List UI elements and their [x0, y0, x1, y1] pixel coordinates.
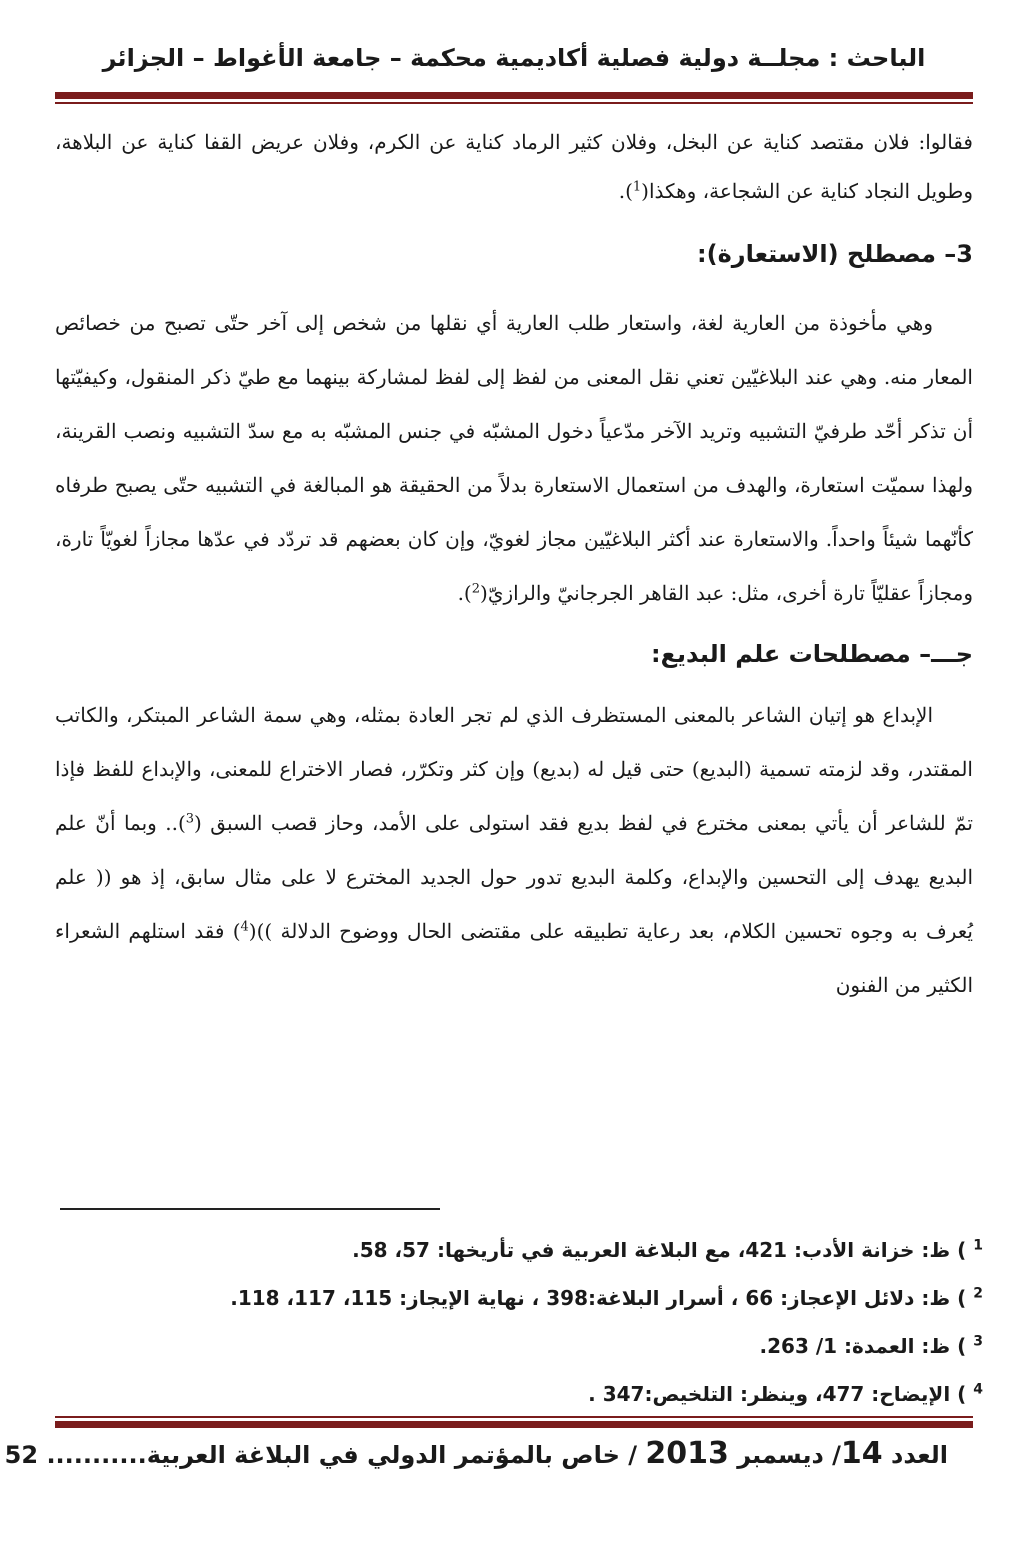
paragraph-istiara: وهي مأخوذة من العارية لغة، واستعار طلب العارية أي نقلها من شخص إلى آخر حتّى تصبح من خصائص المعار منه. وهي عند البلاغيّين تعني نقل المعنى من لفظ إلى لفظ لمشاركة بينهما مع طيّ ذكر المنقول، وكيفيّتها أن تذكر أحّد طرفيّ التشبيه وتريد الآخر مدّعياً دخول المشبّه في جنس المشبّه به مع سدّ التشبيه ونصب القرينة، ولهذا سميّت استعارة، والهدف من استعمال الاستعارة بدلاً من الحقيقة هو المبالغة في التشبيه حتّى يصبح طرفاه كأنّهما شيئاً واحداً. والاستعارة عند أكثر البلاغيّين مجاز لغويّ، وإن كان بعضهم قد تردّد في عدّها مجازاً لغويّاً تارة، ومجازاً عقليّاً تارة أخرى، مثل: عبد القاهر الجرجانيّ والرازيّ($^2$).: [55, 311, 973, 605]
running-footer: العدد 14/ ديسمبر 2013 / خاص بالمؤتمر الدولي في البلاغة العربية........... 52: [4, 1436, 948, 1471]
footnote-ref-4[interactable]: 4: [240, 919, 249, 935]
footnote-item: $^1$ ) ظ: خزانة الأدب: 421، مع البلاغة العربية في تأريخها: 57، 58.: [352, 1237, 983, 1262]
footnote-ref-2[interactable]: 2: [471, 581, 481, 597]
running-header: الباحث : مجلــة دولية فصلية أكاديمية محكمة – جامعة الأغواط – الجزائر: [102, 44, 926, 72]
footnote-item: $^3$ ) ظ: العمدة: 1/ 263.: [759, 1333, 983, 1358]
footnote-ref-3[interactable]: 3: [185, 811, 195, 827]
footnote-item: $^4$ ) الإيضاح: 477، وينظر: التلخيص:347 .: [588, 1381, 983, 1406]
section-heading-badi: جـــ– مصطلحات علم البديع:: [651, 640, 973, 668]
main-text: [55, 118, 973, 1012]
page-number: 52: [4, 1441, 47, 1469]
footnote-number: 2: [973, 1285, 983, 1302]
footnote-ref-1[interactable]: 1: [632, 179, 642, 195]
header-rule: [55, 92, 973, 104]
footnote-number: 4: [973, 1381, 983, 1398]
section-heading-istiara: 3– مصطلح (الاستعارة):: [697, 240, 973, 268]
footnote-number: 1: [973, 1237, 983, 1254]
footnote-separator: [60, 1208, 440, 1210]
paragraph-badi: الإبداع هو إتيان الشاعر بالمعنى المستظرف الذي لم تجر العادة بمثله، وهي سمة الشاعر المبتكر، والكاتب المقتدر، وقد لزمته تسمية (البديع) حتى قيل له (بديع) وإن كثر وتكرّر، فصار الاختراع للمعنى، والإبداع للفظ فإذا تمّ للشاعر أن يأتي بمعنى مخترع في لفظ بديع فقد استولى على الأمد، وحاز قصب السبق ($^3$).. وبما أنّ علم البديع يهدف إلى التحسين والإبداع، وكلمة البديع تدور حول الجديد المخترع لا على مثال سابق، إذ هو (( علم يُعرف به وجوه تحسين الكلام، بعد رعاية تطبيقه على مقتضى الحال ووضوح الدلالة ))($^4$) فقد استلهم الشعراء الكثير من الفنون: [55, 703, 973, 997]
issue-year: 2013: [645, 1436, 729, 1471]
paragraph-kinaya: فقالوا: فلان مقتصد كناية عن البخل، وفلان كثير الرماد كناية عن الكرم، وفلان عريض القفا كناية عن البلاهة، وطويل النجاد كناية عن الشجاعة، وهكذا($^1$).: [55, 130, 973, 203]
footer-rule: [55, 1416, 973, 1428]
footnotes: [60, 1226, 983, 1418]
footnote-number: 3: [973, 1333, 983, 1350]
footnote-item: $^2$ ) ظ: دلائل الإعجاز: 66 ، أسرار البلاغة:398 ، نهاية الإيجاز: 115، 117، 118.: [230, 1285, 983, 1310]
issue-number: 14: [840, 1436, 883, 1471]
